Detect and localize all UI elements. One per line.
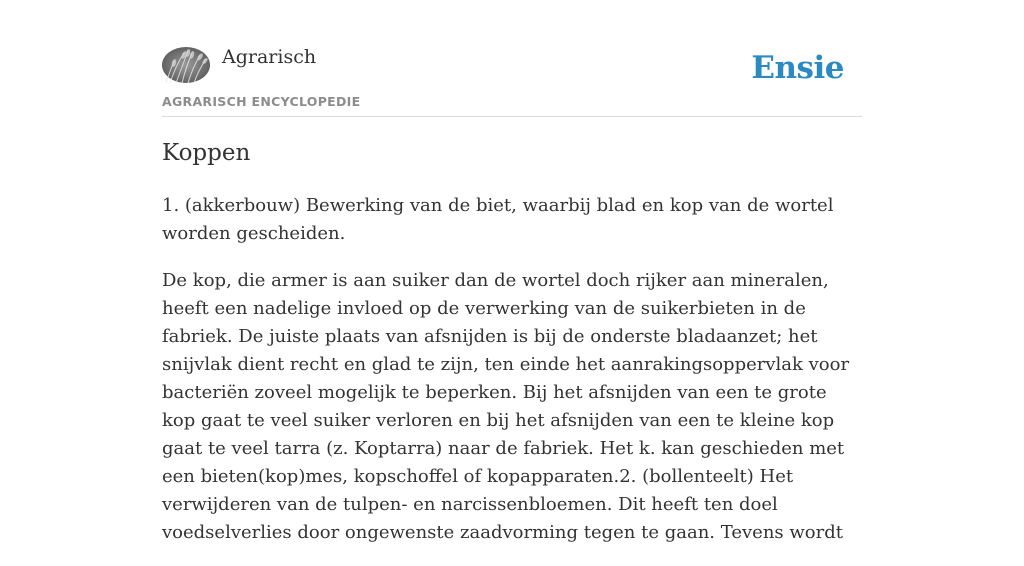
- article-paragraph: 1. (akkerbouw) Bewerking van de biet, waarbij blad en kop van de wortel worden gescheiden.: [162, 195, 834, 244]
- site-subtitle: AGRARISCH ENCYCLOPEDIE: [162, 94, 361, 109]
- page-title: Koppen: [162, 140, 251, 166]
- article-paragraph: De kop, die armer is aan suiker dan de wortel doch rijker aan mineralen, heeft een nadelige invloed op de verwerking van de suikerbieten in de fabriek. De juiste plaats van afsnijden is bij de onderste bladaanzet; het snijvlak dient recht en glad te zijn, ten einde het aanrakingsoppervlak voor bacteriën zoveel mogelijk te beperken. Bij het afsnijden van een te grote kop gaat te veel suiker verloren en bij het afsnijden van een te kleine kop gaat te veel tarra (z. Koptarra) naar de fabriek. Het k. kan geschieden met een bieten(kop)mes, kopschoffel of kopapparaten.2. (bollenteelt) Het verwijderen van de tulpen- en narcissenbloemen. Dit heeft ten doel voedselverlies door ongewenste zaadvorming tegen te gaan. Tevens wordt: [162, 270, 850, 543]
- site-name[interactable]: Agrarisch: [222, 46, 317, 68]
- wheat-logo-icon[interactable]: [162, 47, 210, 83]
- article-body: [162, 192, 862, 566]
- site-header: [162, 0, 862, 117]
- ensie-brand-link[interactable]: Ensie: [751, 50, 844, 86]
